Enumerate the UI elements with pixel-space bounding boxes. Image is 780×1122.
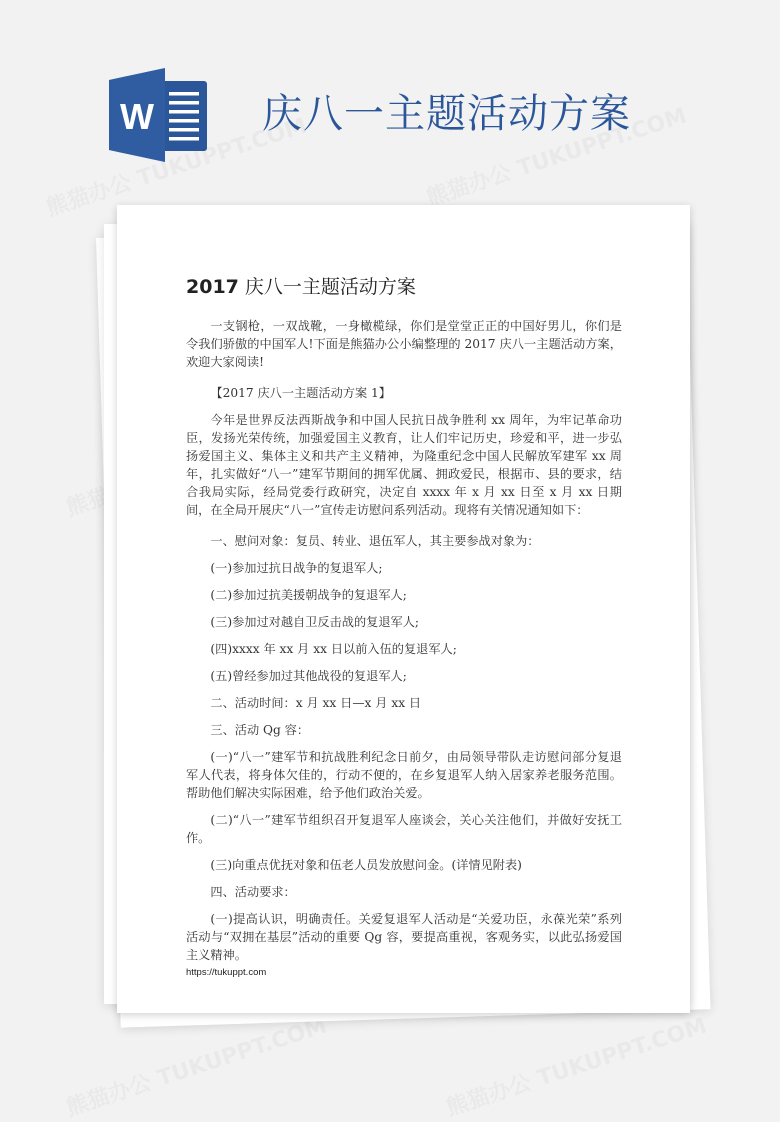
paragraph: (三)向重点优抚对象和伍老人员发放慰问金。(详情见附表) xyxy=(210,858,522,872)
list-item: (四)xxxx 年 xx 月 xx 日以前入伍的复退军人; xyxy=(210,642,457,656)
paragraph: (一)提高认识，明确责任。关爱复退军人活动是“关爱功臣，永葆光荣”系列活动与“双拥在基层”活动的重要 Qg 容，要提高重视，客观务实，以此弘扬爱国主义精神。 xyxy=(186,912,622,962)
list-heading: 二、活动时间：x 月 xx 日—x 月 xx 日 xyxy=(210,696,422,710)
list-item: (三)参加过对越自卫反击战的复退军人; xyxy=(210,615,420,629)
list-item: (五)曾经参加过其他战役的复退军人; xyxy=(210,669,407,683)
list-item: (二)参加过抗美援朝战争的复退军人; xyxy=(210,588,407,602)
document-title-text: 庆八一主题活动方案 xyxy=(238,276,416,298)
list-heading: 一、慰问对象：复员、转业、退伍军人，其主要参战对象为： xyxy=(210,534,540,548)
watermark xyxy=(442,1009,710,1122)
list-heading: 三、活动 Qg 容： xyxy=(210,723,310,737)
watermark xyxy=(62,1009,330,1122)
document-page xyxy=(117,205,690,1013)
paragraph: (二)“八一”建军节组织召开复退军人座谈会，关心关注他们，并做好安抚工作。 xyxy=(186,813,622,845)
footer-url: https://tukuppt.com xyxy=(186,967,267,978)
document-body xyxy=(186,317,622,973)
word-document-icon xyxy=(107,68,209,162)
document-title-year: 2017 xyxy=(186,276,239,298)
document-title xyxy=(186,272,416,299)
section-heading: 【2017 庆八一主题活动方案 1】 xyxy=(210,386,391,400)
intro-paragraph: 一支钢枪，一双战靴，一身橄榄绿，你们是堂堂正正的中国好男儿，你们是令我们骄傲的中国军人!下面是熊猫办公小编整理的 2017 庆八一主题活动方案，欢迎大家阅读! xyxy=(186,319,622,369)
paragraph: (一)“八一”建军节和抗战胜利纪念日前夕，由局领导带队走访慰问部分复退军人代表，将身体欠佳的，行动不便的，在乡复退军人纳入居家养老服务范围。帮助他们解决实际困难，给予他们政治关爱。 xyxy=(186,750,622,800)
banner-header xyxy=(0,0,780,190)
paragraph: 今年是世界反法西斯战争和中国人民抗日战争胜利 xx 周年，为牢记革命功臣，发扬光荣传统，加强爱国主义教育，让人们牢记历史，珍爱和平，进一步弘扬爱国主义、集体主义和共产主义精神，为隆重纪念中国人民解放军建军 xx 周年，扎实做好“八一”建军节期间的拥军优属、拥政爱民，根据市、县的要求，结合我局实际，经局党委行政研究，决定自 xxxx 年 x 月 xx 日至 x 月 xx 日期间，在全局开展庆“八一”宣传走访慰问系列活动。现将有关情况通知如下： xyxy=(186,413,622,517)
list-heading: 四、活动要求： xyxy=(210,885,296,899)
svg-text:W: W xyxy=(120,96,154,137)
list-item: (一)参加过抗日战争的复退军人; xyxy=(210,561,383,575)
banner-title: 庆八一主题活动方案 xyxy=(262,91,631,137)
